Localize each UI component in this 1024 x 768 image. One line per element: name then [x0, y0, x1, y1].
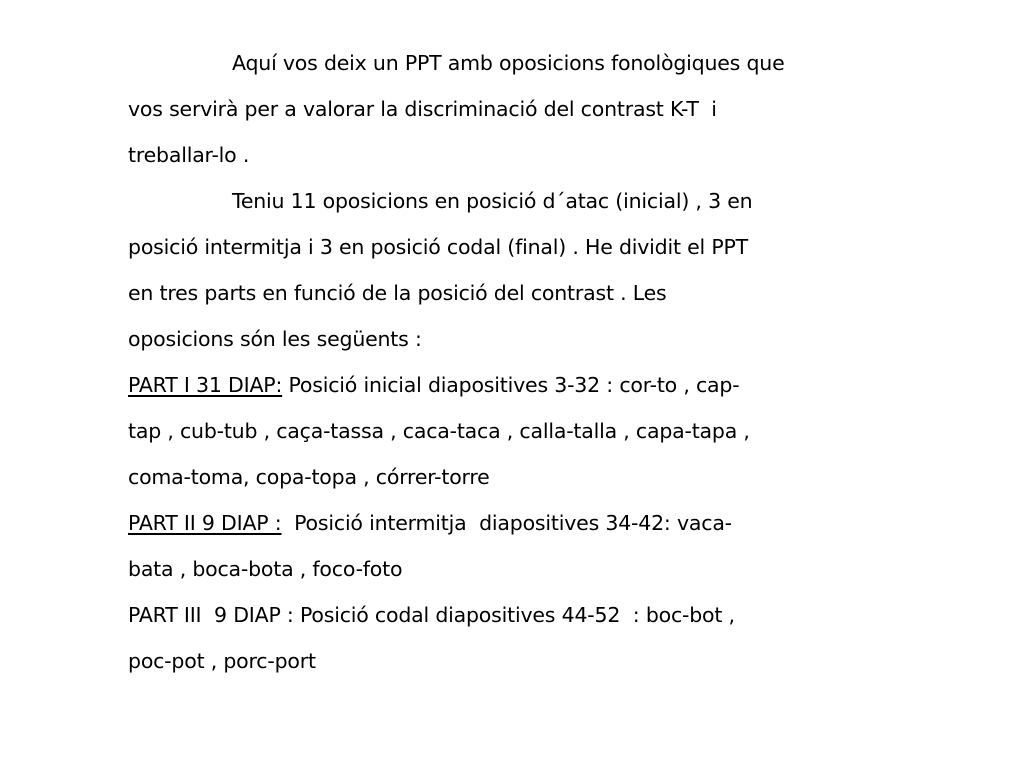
oppositions-line-2: posició intermitja i 3 en posició codal (final) . He dividit el PPT	[128, 235, 749, 259]
part-1-heading: PART I 31 DIAP:	[128, 373, 283, 397]
part-1-line-1-rest: Posició inicial diapositives 3-32 : cor-to , cap-	[282, 373, 740, 397]
part-2-line-2: bata , boca-bota , foco-foto	[128, 557, 403, 581]
intro-line-1: Aquí vos deix un PPT amb oposicions fonològiques que	[232, 51, 785, 75]
part-2-heading: PART II 9 DIAP :	[128, 511, 282, 535]
part-2-line-1	[128, 500, 908, 546]
part-2-line-1-rest: Posició intermitja diapositives 34-42: vaca-	[281, 511, 732, 535]
intro-line-2: vos servirà per a valorar la discriminació del contrast K-T i	[128, 97, 717, 121]
part-1-line-3: coma-toma, copa-topa , córrer-torre	[128, 465, 490, 489]
oppositions-line-3: en tres parts en funció de la posició del contrast . Les	[128, 281, 667, 305]
part-1-line-2: tap , cub-tub , caça-tassa , caca-taca , calla-talla , capa-tapa ,	[128, 419, 750, 443]
part-1-line-1	[128, 362, 908, 408]
intro-line-3: treballar-lo .	[128, 143, 250, 167]
part-3-line-2: poc-pot , porc-port	[128, 649, 316, 673]
body-text	[128, 40, 908, 684]
part-3-line-1: PART III 9 DIAP : Posició codal diapositives 44-52 : boc-bot ,	[128, 603, 735, 627]
oppositions-line-1: Teniu 11 oposicions en posició d´atac (inicial) , 3 en	[232, 189, 753, 213]
oppositions-line-4: oposicions són les següents :	[128, 327, 422, 351]
